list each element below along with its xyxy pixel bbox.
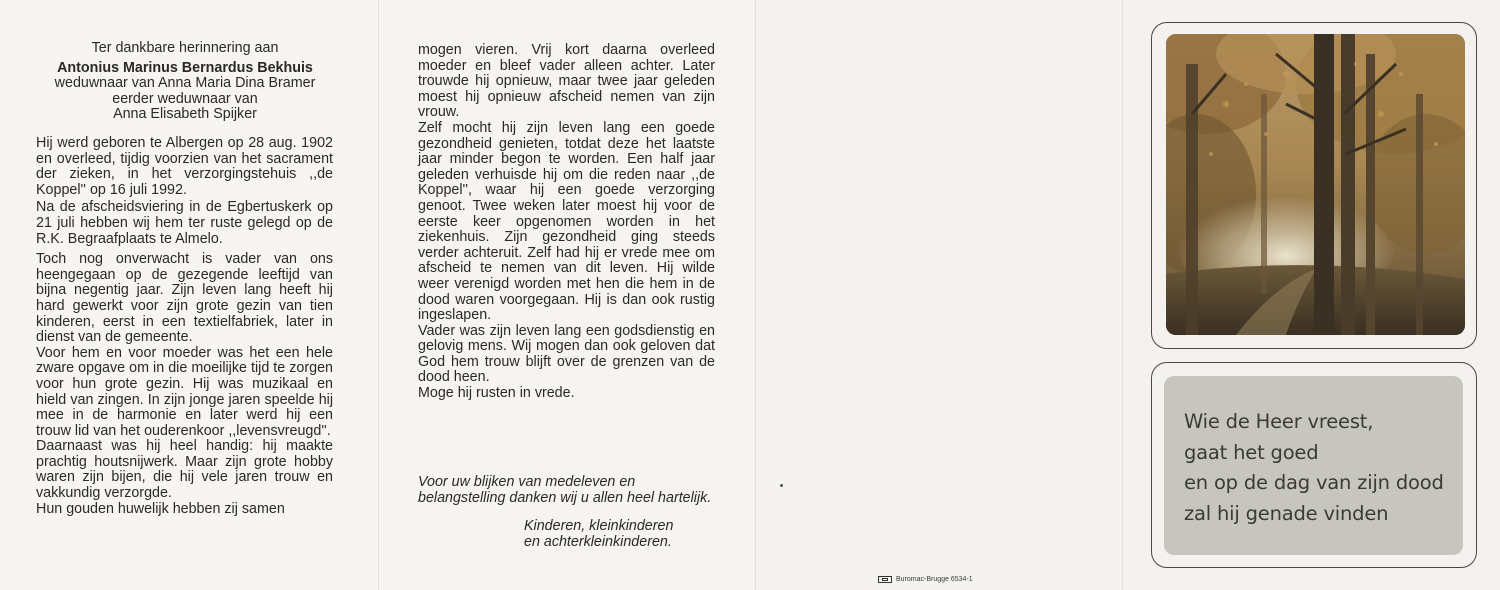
- family-signature: [524, 519, 724, 550]
- paragraph: Na de afscheidsviering in de Egbertuskerk op 21 juli hebben wij hem ter ruste gelegd op de R.K. Begraafplaats te Almelo.: [36, 199, 333, 247]
- printer-mark: [878, 576, 973, 583]
- printer-logo-icon: [878, 576, 892, 583]
- fold-line: [378, 0, 379, 590]
- paper-speck: [780, 484, 783, 487]
- paragraph: mogen vieren. Vrij kort daarna overleed moeder en bleef vader alleen achter. Later trouwde hij opnieuw, maar twee jaar geleden moest hij opnieuw afscheid nemen van zijn vrouw.: [418, 42, 715, 121]
- biography-text: [36, 136, 333, 517]
- thank-you-note: Voor uw blijken van medeleven en belangstelling danken wij u allen heel hartelijk.: [418, 474, 712, 506]
- quote-line: Wie de Heer vreest,: [1184, 410, 1374, 433]
- card-panel-blank: [756, 0, 1122, 590]
- memorial-heading: [36, 41, 334, 123]
- signature-line: Kinderen, kleinkinderen: [524, 518, 674, 534]
- paragraph: Daarnaast was hij heel handig: hij maakte prachtig houtsnijwerk. Maar zijn grote hobby waren zijn bijen, die hij vele jaren trouw en vakkundig verzorgde.: [36, 438, 333, 502]
- paragraph: Zelf mocht hij zijn leven lang een goede gezondheid genieten, totdat deze het laatste jaar minder begon te worden. Een half jaar geleden verhuisde hij om die reden naar ,,de Koppel'', waar hij een goede verzorging genoot. Twee weken later moest hij voor de eerste keer opgenomen worden in het ziekenhuis. Zijn gezondheid ging steeds verder achteruit. Zelf had hij er vrede mee om afscheid te nemen van dit leven. Hij wilde weer verenigd worden met hen die hem in de dood waren voorgegaan. Hij is dan ook rustig ingeslapen.: [418, 119, 715, 324]
- paragraph: Vader was zijn leven lang een godsdienstig en gelovig mens. Wij mogen dan ook geloven dat God hem trouw blijft over de grenzen van de dood heen.: [418, 322, 715, 386]
- quote-line: gaat het goed: [1184, 440, 1319, 464]
- bible-quote: [1184, 407, 1464, 529]
- fold-line: [755, 0, 756, 590]
- deceased-name: Antonius Marinus Bernardus Bekhuis: [57, 59, 313, 76]
- heading-line: weduwnaar van Anna Maria Dina Bramer: [54, 75, 316, 92]
- paragraph: Voor hem en voor moeder was het een hele zware opgave om in die moeilijke tijd te zorgen voor hun grote gezin. Hij was muzikaal en hield van zingen. In zijn jonge jaren speelde hij mee in de harmonie en later werd hij een trouw lid van het ouderenkoor ,,levensvreugd''.: [36, 344, 333, 439]
- printer-name: Buromac-Brugge 6534-1: [896, 576, 973, 583]
- biography-text-continued: [418, 43, 715, 402]
- signature-line: en achterkleinkinderen.: [524, 533, 672, 550]
- quote-line: en op de dag van zijn dood: [1184, 471, 1444, 494]
- paragraph: Toch nog onverwacht is vader van ons heengegaan op de gezegende leeftijd van bijna negentig jaar. Zijn leven lang heeft hij hard gewerkt voor zijn grote gezin van tien kinderen, eerst in een textielfabriek, later in dienst van de gemeente.: [36, 251, 333, 346]
- fold-line: [1122, 0, 1123, 590]
- heading-line: Ter dankbare herinnering aan: [91, 40, 279, 56]
- paragraph: Hij werd geboren te Albergen op 28 aug. 1902 en overleed, tijdig voorzien van het sacrament der zieken, in het verzorgingstehuis ,,de Koppel'' op 16 juli 1992.: [36, 135, 333, 198]
- heading-line: eerder weduwnaar van: [112, 90, 258, 107]
- paragraph: Moge hij rusten in vrede.: [418, 385, 575, 402]
- quote-line: zal hij genade vinden: [1184, 501, 1389, 525]
- paragraph: Hun gouden huwelijk hebben zij samen: [36, 500, 285, 517]
- autumn-forest-photo: [1166, 34, 1465, 335]
- heading-line: Anna Elisabeth Spijker: [113, 106, 257, 123]
